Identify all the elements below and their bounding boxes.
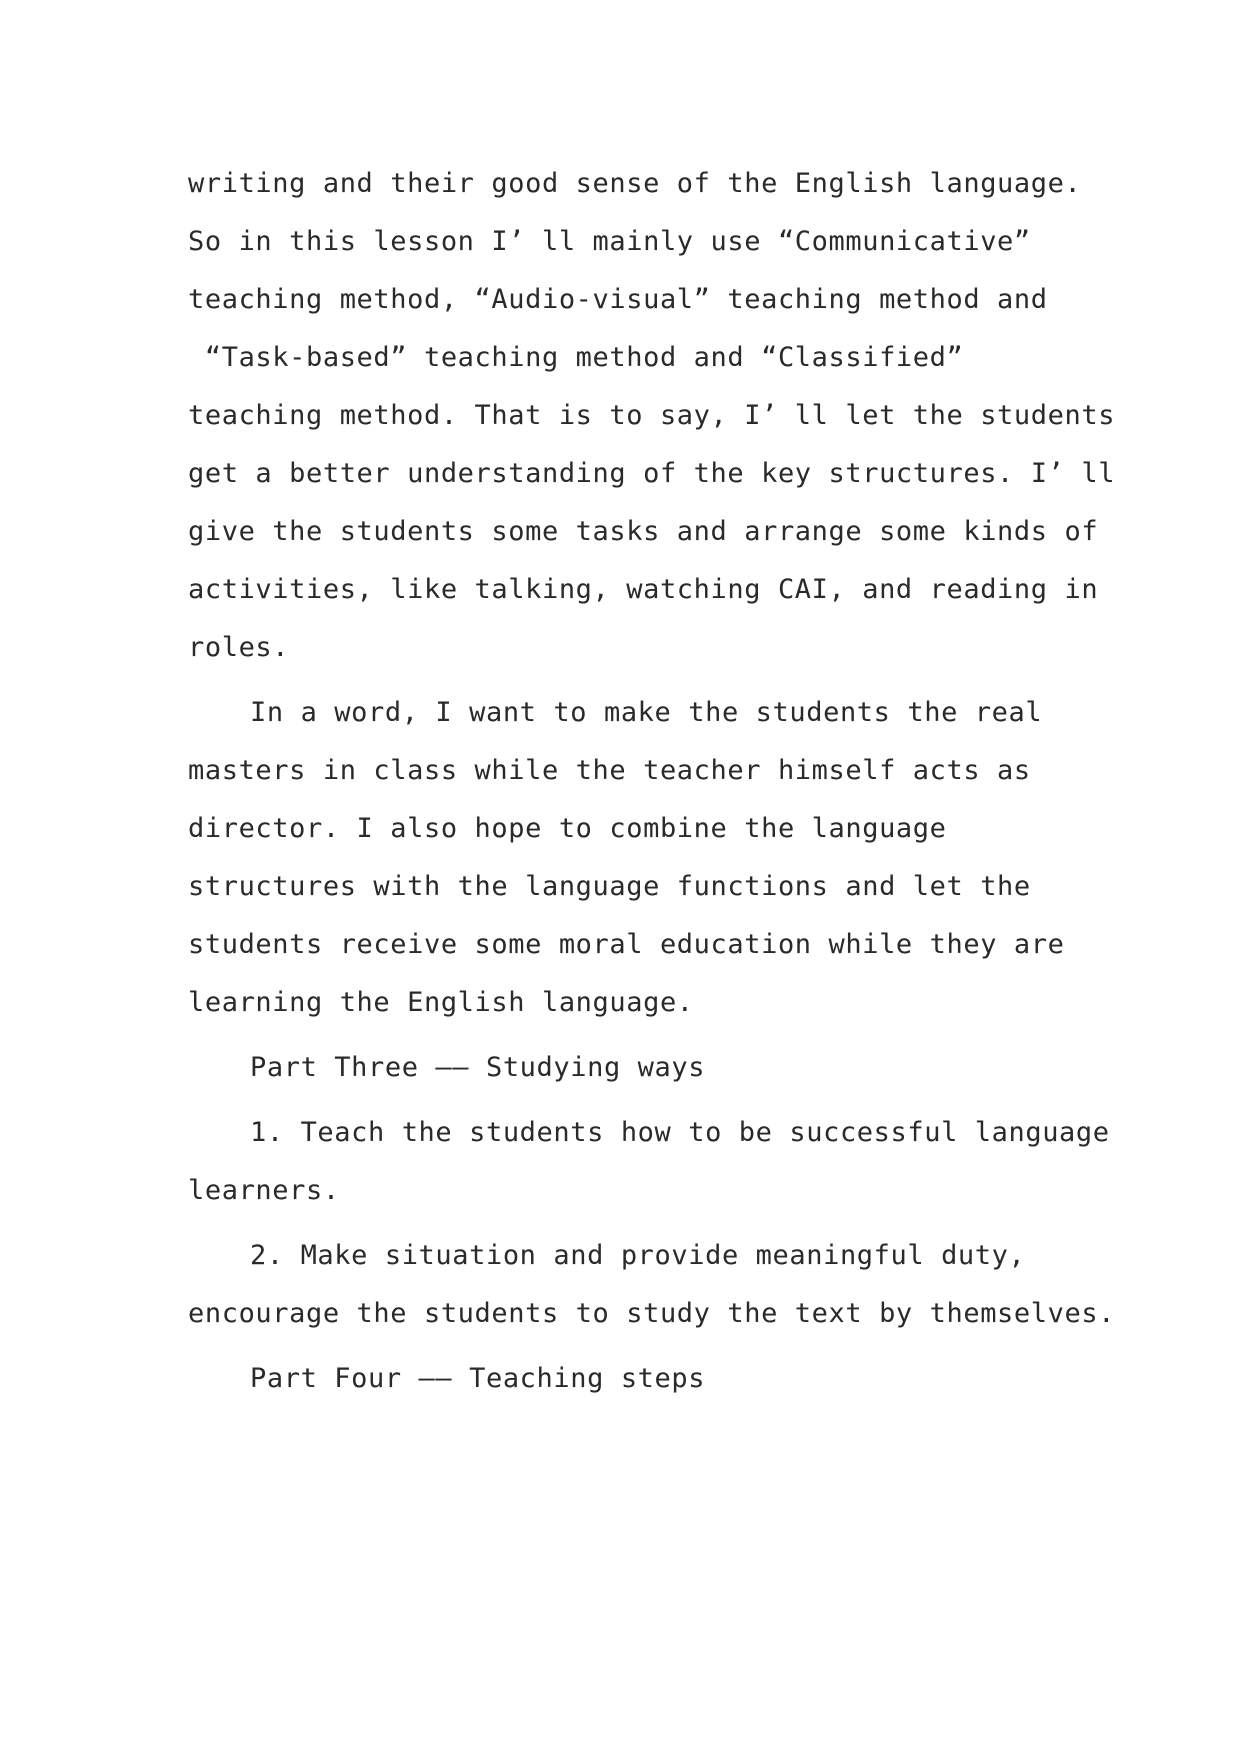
text-line: 2. Make situation and provide meaningful duty, xyxy=(250,1240,1026,1271)
text-line: director. I also hope to combine the language xyxy=(188,813,947,844)
text-line: roles. xyxy=(188,632,290,663)
text-line: “Task-based” teaching method and “Classified” xyxy=(188,342,964,373)
text-line: writing and their good sense of the English language. xyxy=(188,168,1082,199)
text-line: encourage the students to study the text by themselves. xyxy=(188,1298,1116,1329)
text-line: structures with the language functions and let the xyxy=(188,871,1031,902)
text-line: So in this lesson I’ ll mainly use “Communicative” xyxy=(188,226,1031,257)
text-line: learners. xyxy=(188,1175,340,1206)
text-line: learning the English language. xyxy=(188,987,694,1018)
section-heading-part-three: Part Three —— Studying ways xyxy=(250,1052,706,1083)
text-line: students receive some moral education while they are xyxy=(188,929,1065,960)
text-line: teaching method. That is to say, I’ ll let the students xyxy=(188,400,1116,431)
text-line: get a better understanding of the key structures. I’ ll xyxy=(188,458,1116,489)
text-line: teaching method, “Audio-visual” teaching method and xyxy=(188,284,1048,315)
text-line: give the students some tasks and arrange some kinds of xyxy=(188,516,1099,547)
text-line: masters in class while the teacher himself acts as xyxy=(188,755,1031,786)
text-line: activities, like talking, watching CAI, and reading in xyxy=(188,574,1099,605)
text-line: In a word, I want to make the students the real xyxy=(250,697,1043,728)
section-heading-part-four: Part Four —— Teaching steps xyxy=(250,1363,706,1394)
text-line: 1. Teach the students how to be successful language xyxy=(250,1117,1110,1148)
